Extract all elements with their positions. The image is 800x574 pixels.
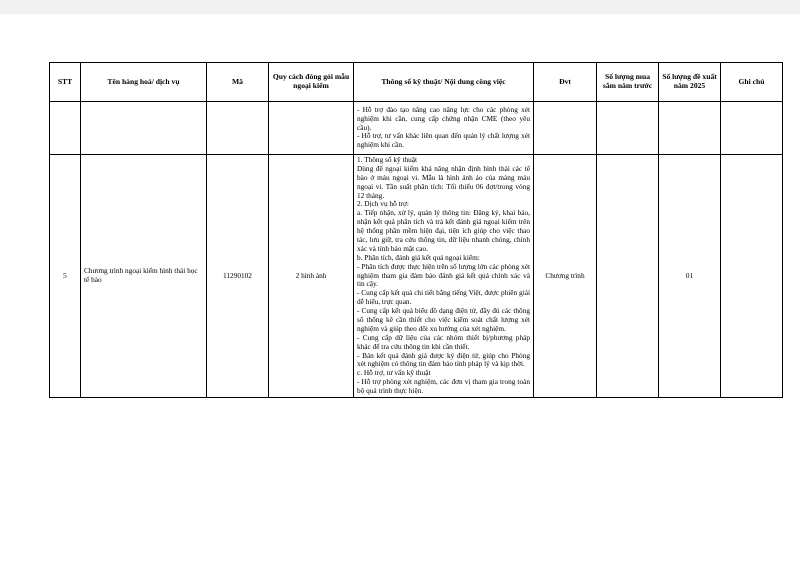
- spec-line: - Hỗ trợ đào tạo nâng cao năng lực cho các phòng xét nghiệm khi cần, cung cấp chứng nhận CME (theo yêu cầu).: [357, 104, 530, 132]
- viewer-top-bar: [0, 0, 800, 15]
- header-proposed-qty: Số lượng đề xuất năm 2025: [659, 63, 721, 102]
- cell-stt: 5: [50, 155, 81, 398]
- table-row-5: [50, 155, 783, 398]
- spec-line: a. Tiếp nhận, xử lý, quản lý thông tin: Đăng ký, khai báo, nhận kết quả phân tích và trả kết đánh giá ngoại kiểm trên hệ thống phần mềm hiện đại, tiện ích giúp cho việc thao tác, lưu giữ, tra cứu thông tin, dữ liệu nhanh chóng, chính xác và tính bảo mật cao.: [357, 208, 530, 253]
- spec-line: - Phân tích được thực hiện trên số lượng lớn các phòng xét nghiệm tham gia đảm bảo đánh giá kết quả chính xác và tin cậy.: [357, 261, 530, 289]
- spec-line: 1. Thông số kỹ thuật: [357, 155, 418, 164]
- cell-empty: [597, 102, 659, 155]
- cell-empty: [207, 102, 269, 155]
- header-row: [50, 63, 783, 102]
- table-row-continued: [50, 102, 783, 155]
- cell-proposed-qty: 01: [659, 155, 721, 398]
- spec-line: - Hỗ trợ, tư vấn khác liên quan đến quản lý chất lượng xét nghiệm khi cần.: [357, 131, 530, 150]
- spec-line: - Bản kết quả đánh giá được ký điện tử, giúp cho Phòng xét nghiệm có thông tin đảm bảo tính pháp lý và kịp thời.: [357, 350, 530, 369]
- cell-empty: [659, 102, 721, 155]
- header-package: Quy cách đóng gói mẫu ngoại kiểm: [269, 63, 354, 102]
- cell-spec: [354, 155, 534, 398]
- cell-note: [721, 155, 783, 398]
- spec-line: 2. Dịch vụ hỗ trợ:: [357, 199, 409, 209]
- cell-unit: Chương trình: [534, 155, 597, 398]
- cell-package: 2 hình ảnh: [269, 155, 354, 398]
- header-prev-qty: Số lượng mua sắm năm trước: [597, 63, 659, 102]
- spec-line: b. Phân tích, đánh giá kết quả ngoại kiểm:: [357, 252, 480, 262]
- spec-line: - Cung cấp dữ liệu của các nhóm thiết bị/phương pháp khác để tra cứu thông tin khi cần thiết.: [357, 332, 530, 351]
- header-unit: Đvt: [534, 63, 597, 102]
- cell-name: Chương trình ngoại kiểm hình thái học tế bào: [81, 155, 207, 398]
- cell-prev-qty: [597, 155, 659, 398]
- specification-table: [49, 62, 783, 398]
- header-stt: STT: [50, 63, 81, 102]
- cell-code: 11290102: [207, 155, 269, 398]
- spec-line: Dùng để ngoại kiểm khả năng nhận định hình thái các tế bào ở máu ngoại vi. Mẫu là hình ảnh ảo của màng máu ngoại vi. Tần suất phân tích: Tối thiểu 06 đợt/trong vòng 12 tháng.: [357, 163, 530, 200]
- spec-line: - Hỗ trợ phòng xét nghiệm, các đơn vị tham gia trong toàn bộ quá trình thực hiện.: [357, 377, 530, 396]
- document-page: [0, 14, 800, 574]
- spec-line: c. Hỗ trợ, tư vấn kỹ thuật: [357, 368, 431, 378]
- spec-line: - Cung cấp kết quả biểu đồ dạng điện tử, đầy đủ các thông số thống kê cần thiết cho việc kiểm soát chất lượng xét nghiệm và giúp theo dõi xu hướng của xét nghiệm.: [357, 306, 530, 333]
- cell-empty: [81, 102, 207, 155]
- cell-empty: [721, 102, 783, 155]
- cell-spec-continued: [354, 102, 534, 155]
- cell-empty: [50, 102, 81, 155]
- cell-empty: [534, 102, 597, 155]
- header-note: Ghi chú: [721, 63, 783, 102]
- spec-line: - Cung cấp kết quả chi tiết bằng tiếng Việt, được phiên giải dễ hiểu, trực quan.: [357, 288, 530, 307]
- header-code: Mã: [207, 63, 269, 102]
- cell-empty: [269, 102, 354, 155]
- header-name: Tên hàng hoá/ dịch vụ: [81, 63, 207, 102]
- header-spec: Thông số kỹ thuật/ Nội dung công việc: [354, 63, 534, 102]
